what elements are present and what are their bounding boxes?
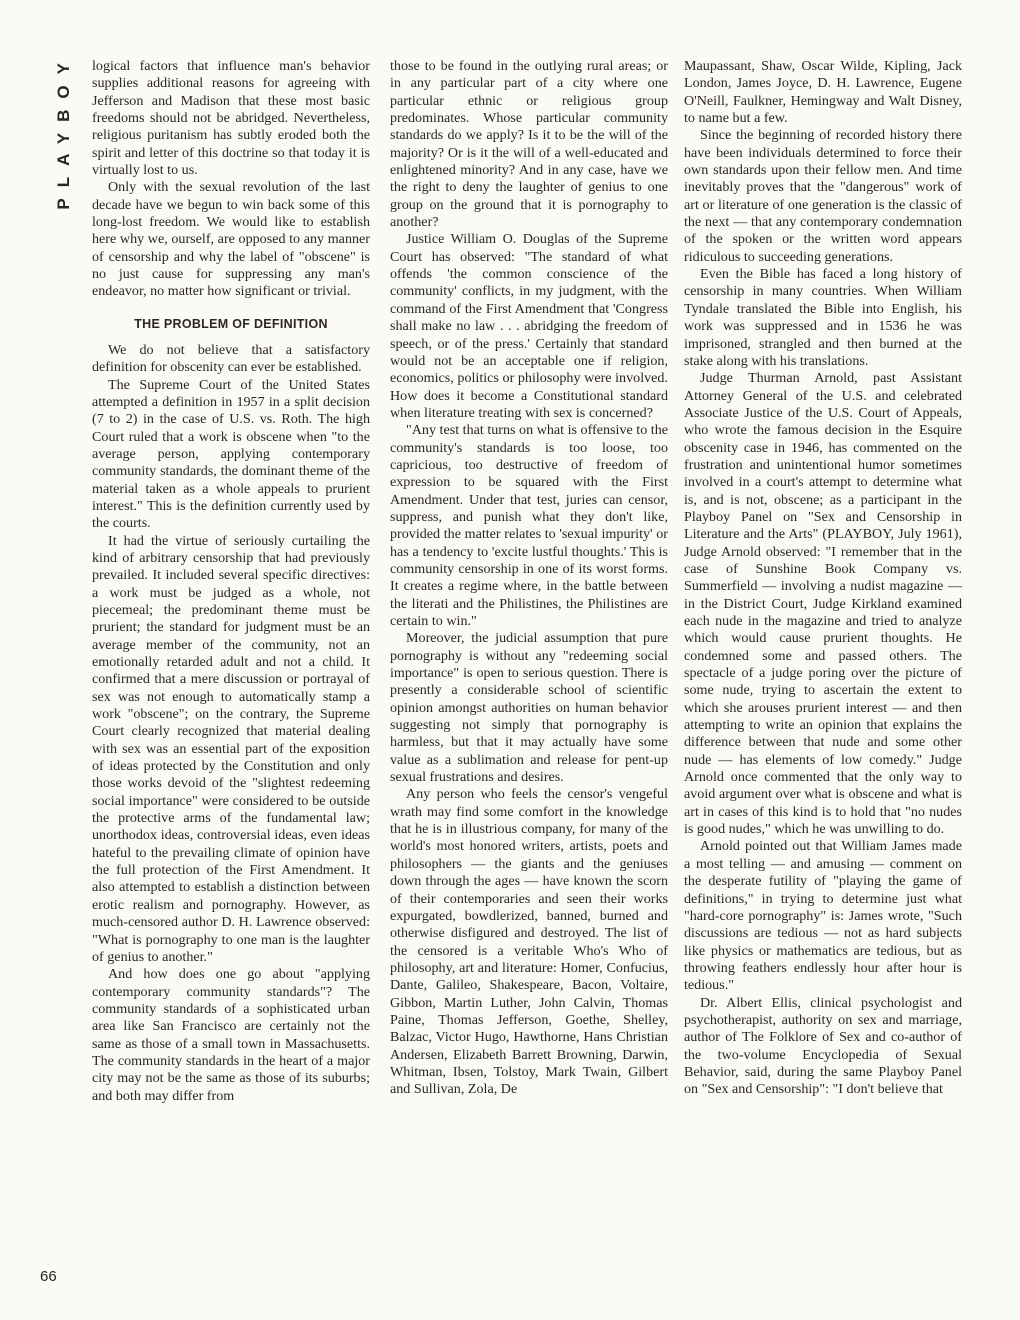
paragraph: Since the beginning of recorded history there have been individuals determined to force their own standards upon their fellow men. And time inevitably proves that the "dangerous" work of art or literature of one generation is the classic of the next — that any contemporary condemnation of the spoken or the written word appears ridiculous to succeeding generations.	[684, 127, 962, 265]
text-column-2	[390, 58, 668, 1099]
paragraph: Justice William O. Douglas of the Supreme Court has observed: "The standard of what offends 'the common conscience of the community' conflicts, in my judgment, with the command of the First Amendment that 'Congress shall make no law . . . abridging the freedom of speech, or of the press.' Certainly that standard would not be an acceptable one if religion, economics, politics or philosophy were involved. How does it become a Constitutional standard when literature treating with sex is concerned?	[390, 231, 668, 421]
paragraph: "Any test that turns on what is offensive to the community's standards is too loose, too capricious, too destructive of freedom of expression to be squared with the First Amendment. Under that test, juries can censor, suppress, and punish what they don't like, provided the matter relates to 'sexual impurity' or has a tendency to 'excite lustful thoughts.' This is community censorship in one of its worst forms. It creates a regime where, in the battle between the literati and the Philistines, the Philistines are certain to win."	[390, 422, 668, 629]
paragraph: Even the Bible has faced a long history of censorship in many countries. When William Tyndale translated the Bible into English, his work was suppressed and in 1536 he was imprisoned, strangled and then burned at the stake along with his translations.	[684, 266, 962, 369]
paragraph: Moreover, the judicial assumption that pure pornography is without any "redeeming social importance" is open to serious question. There is presently a considerable school of scientific opinion amongst authorities on human behavior suggesting not simply that pornography is harmless, but that it may actually have some value as a sublimation and release for pent-up sexual frustrations and desires.	[390, 630, 668, 786]
magazine-name-vertical: PLAYBOY	[54, 52, 73, 210]
paragraph: Dr. Albert Ellis, clinical psychologist and psychotherapist, authority on sex and marriage, author of The Folklore of Sex and co-author of the two-volume Encyclopedia of Sexual Behavior, said, during the same Playboy Panel on "Sex and Censorship": "I don't believe that	[684, 994, 962, 1098]
paragraph: Maupassant, Shaw, Oscar Wilde, Kipling, Jack London, James Joyce, D. H. Lawrence, Eugene O'Neill, Faulkner, Hemingway and Walt Disney, to name but a few.	[684, 58, 962, 127]
paragraph: We do not believe that a satisfactory definition for obscenity can ever be established.	[92, 341, 370, 376]
paragraph: It had the virtue of seriously curtailing the kind of arbitrary censorship that had previously prevailed. It included several specific directives: a work must be judged as a whole, not piecemeal; the predominant theme must be prurient; the standard for judgment must be an average member of the community, not an emotionally retarded adult and not a child. It confirmed that a mere discussion or portrayal of sex was not enough to automatically stamp a work "obscene"; on the contrary, the Supreme Court clearly recognized that material dealing with sex was an essential part of the exposition of ideas protected by the Constitution and only those works devoid of the "slightest redeeming social importance" were considered to be outside the protective arms of the fundamental law; unorthodox ideas, controversial ideas, even ideas hateful to the prevailing climate of opinion have the full protection of the First Amendment. It also attempted to establish a distinction between erotic realism and pornography. However, as much-censored author D. H. Lawrence observed: "What is pornography to one man is the laughter of genius to another."	[92, 532, 370, 965]
paragraph: logical factors that influence man's behavior supplies additional reasons for agreeing with Jefferson and Madison that these most basic freedoms should not be abridged. Nevertheless, religious puritanism has subtly eroded both the spirit and letter of this doctrine so that today it is virtually lost to us.	[92, 58, 370, 179]
text-column-1	[92, 58, 370, 1105]
paragraph: Arnold pointed out that William James made a most telling — and amusing — comment on the desperate futility of "playing the game of definitions," in trying to determine just what "hard-core pornography" is: James wrote, "Such discussions are tedious — not as hard subjects like physics or mathematics are tedious, but as throwing feathers endlessly hour after hour is tedious."	[684, 838, 962, 994]
paragraph: Any person who feels the censor's vengeful wrath may find some comfort in the knowledge that he is in illustrious company, for many of the world's most honored writers, artists, poets and philosophers — the giants and the geniuses down through the ages — have known the scorn of their contemporaries and seen their works expurgated, bowdlerized, banned, burned and otherwise disfigured and destroyed. The list of the censored is a veritable Who's Who of philosophy, art and literature: Homer, Confucius, Dante, Galileo, Shakespeare, Bacon, Voltaire, Gibbon, Martin Luther, John Calvin, Thomas Paine, Thomas Jefferson, Goethe, Shelley, Balzac, Victor Hugo, Hawthorne, Hans Christian Andersen, Elizabeth Barrett Browning, Darwin, Whitman, Ibsen, Tolstoy, Mark Twain, Gilbert and Sullivan, Zola, De	[390, 786, 668, 1098]
paragraph: Only with the sexual revolution of the last decade have we begun to win back some of this long-lost freedom. We would like to establish here why we, ourself, are opposed to any manner of censorship and why the label of "obscene" is no just cause for suppressing any man's endeavor, no matter how significant or trivial.	[92, 179, 370, 300]
paragraph: Judge Thurman Arnold, past Assistant Attorney General of the U.S. and celebrated Associate Justice of the U.S. Court of Appeals, who wrote the famous decision in the Esquire obscenity case in 1946, has commented on the frustration and unintentional humor sometimes involved in a court's attempt to determine what is, and is not, obscene; as a participant in the Playboy Panel on "Sex and Censorship in Literature and the Arts" (PLAYBOY, July 1961), Judge Arnold observed: "I remember that in the case of Sunshine Book Company vs. Summerfield — involving a nudist magazine — in the District Court, Judge Kirkland examined each nude in the magazine and tried to analyze which would cause prurient thoughts. He condemned some and passed others. The spectacle of a judge poring over the picture of some nude, trying to ascertain the extent to which she arouses prurient interest — and then attempting to write an opinion that explains the difference between that nude and some other nude — has elements of low comedy." Judge Arnold once commented that the only way to avoid argument over what is obscene and what is art in cases of this kind is to hold that "no nudes is good nudes," which he was unwilling to do.	[684, 370, 962, 838]
paragraph: those to be found in the outlying rural areas; or in any particular part of a city where one particular ethnic or religious group predominates. Whose particular community standards do we apply? Is it to be the will of the majority? Or is it the will of a well-educated and enlightened minority? And in any case, have we the right to deny the laughter of genius to one group on the ground that it is pornography to another?	[390, 58, 668, 231]
paragraph: The Supreme Court of the United States attempted a definition in 1957 in a split decision (7 to 2) in the case of U.S. vs. Roth. The high Court ruled that a work is obscene when "to the average person, applying contemporary community standards, the dominant theme of the material taken as a whole appeals to prurient interest." This is the definition currently used by the courts.	[92, 376, 370, 532]
section-heading: THE PROBLEM OF DEFINITION	[134, 316, 328, 331]
paragraph: And how does one go about "applying contemporary community standards"? The community standards of a sophisticated urban area like San Francisco are certainly not the same as those of a small town in Massachusetts. The community standards in the heart of a major city may not be the same as those of its suburbs; and both may differ from	[92, 966, 370, 1104]
page-number: 66	[40, 1268, 57, 1285]
text-column-3	[684, 58, 962, 1099]
